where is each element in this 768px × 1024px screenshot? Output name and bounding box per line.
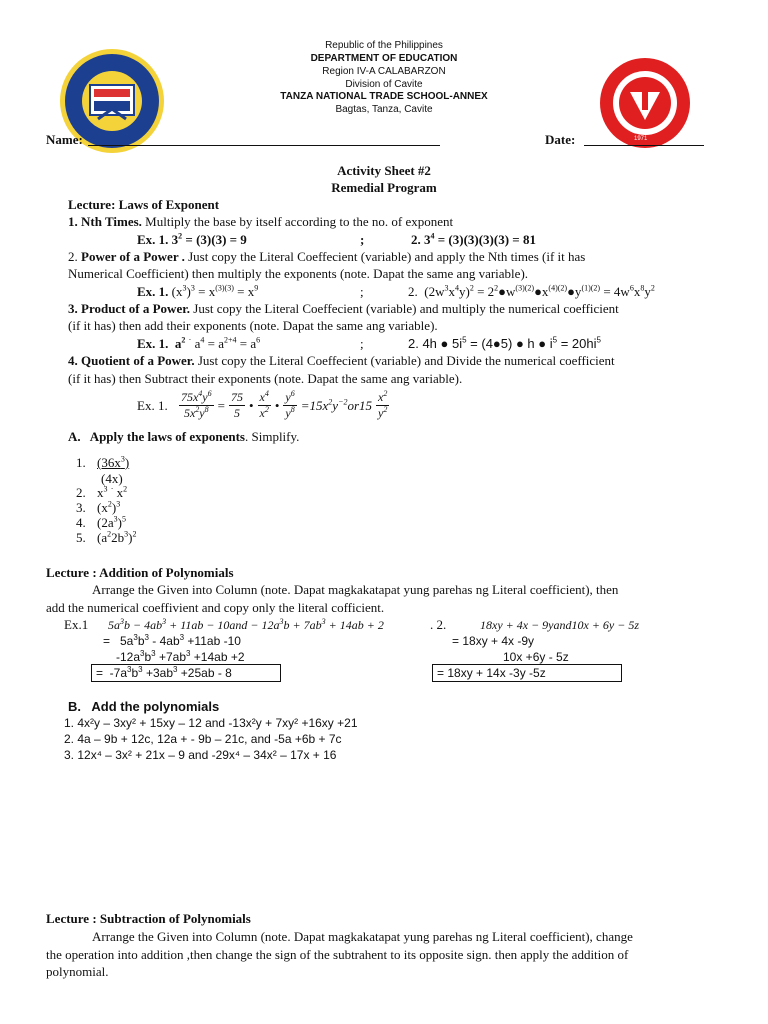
activity-title: Activity Sheet #2 (337, 163, 431, 178)
header-division: Division of Cavite (345, 79, 423, 90)
addition-col1-result: = $-7a^3b^3 +3ab^3 +25ab - 8$ (91, 664, 281, 682)
sectionA-item-1-expr: $(36x^3)$ (4x) (97, 454, 130, 486)
header-address: Bagtas, Tanza, Cavite (335, 104, 433, 115)
sectionA-item-5-number: 5. (76, 530, 86, 545)
subtraction-text-3: polynomial. (46, 964, 109, 979)
name-label: Name: (46, 132, 83, 147)
sectionA-item-2-number: 2. (76, 485, 86, 500)
law3-example2: 2. 4h ● $5i^5$ = (4●5) ● h ● $i^5 = 20hi^5$ (408, 335, 601, 351)
header-republic: Republic of the Philippines (325, 40, 443, 51)
addition-ex2-label: . 2. (430, 617, 447, 632)
addition-text-1: Arrange the Given into Column (note. Dapat magkakatapat yung parehas ng Literal coefficient), then (92, 582, 619, 597)
sectionA-item-5-expr: $(a^22b^3)^2$ (97, 529, 137, 545)
addition-col2-result: = 18xy + 14x -3y -5z (432, 664, 622, 682)
date-label: Date: (545, 132, 576, 147)
sectionA-item-3-expr: $(x^2)^3$ (97, 499, 121, 515)
school-logo-year: 1971 (634, 136, 648, 142)
law2-example2: 2. $(2w^3x^4y)^2$ = $2^2●w^{(3)(2)}●x^{(4)(2)}●y^{(1)(2)} = 4w^6x^8y^2$ (408, 283, 655, 299)
addition-col1-row1: = $5a^3b^3 - 4ab^3 +11ab$ -10 (103, 633, 241, 648)
sectionB-item-1: 1. 4x²y – 3xy² + 15xy – 12 and -13x²y + 7xy² +16xy +21 (64, 716, 358, 730)
program-title: Remedial Program (331, 180, 437, 195)
law2-line2: Numerical Coefficient) then multiply the exponents (note. Dapat the same ang variable). (68, 266, 529, 281)
subtraction-text-1: Arrange the Given into Column (note. Dapat magkakatapat yung parehas ng Literal coefficient), change (92, 929, 633, 944)
addition-ex1-label: Ex.1 (64, 617, 89, 632)
law2-sep: ; (360, 284, 364, 299)
addition-col2-row1: = 18xy + 4x -9y (452, 634, 535, 648)
sectionB-item-2: 2. 4a – 9b + 12c, 12a + - 9b – 21c, and -5a +6b + 7c (64, 732, 342, 746)
name-field[interactable] (88, 145, 440, 146)
law1-sep: ; (360, 232, 365, 247)
law1-example2: 2. $3^4 = (3)(3)(3)(3) = 81$ (411, 231, 536, 247)
sectionB-item-3: 3. 12x⁴ – 3x² + 21x – 9 and -29x⁴ – 34x² – 17x + 16 (64, 748, 337, 762)
header-school: TANZA NATIONAL TRADE SCHOOL-ANNEX (280, 91, 488, 102)
sectionA-item-4-expr: $(2a^3)^5$ (97, 514, 126, 530)
law2-line: 2. Power of a Power . Just copy the Literal Coeffecient (variable) and apply the Nth times (if it has (68, 249, 586, 264)
law4-example1: Ex. 1. $\frac{75x^4y^6}{5x^2y^8}$ = $\frac{75}{5}$ • $\frac{x^4}{x^2}$ • $\frac{y^6}{y^8}$ $=15x^2y^{-2}or15$ $\frac{x^2}{y^2}$ (137, 389, 388, 420)
addition-text-2: add the numerical coeffivient and copy only the literal cofficient. (46, 600, 385, 615)
law1-example1: Ex. 1. $3^2 = (3)(3) = 9$ (137, 231, 247, 247)
sectionB-heading: B. Add the polynomials (68, 699, 220, 714)
law4-line2: (if it has) then Subtract their exponents (note. Dapat the same ang variable). (68, 371, 463, 386)
subtraction-text-2: the operation into addition ,then change the sign of the subtrahent to its opposite sign. then apply the addition of (46, 947, 629, 962)
addition-lecture-heading: Lecture : Addition of Polynomials (46, 565, 234, 580)
law3-sep: ; (360, 336, 364, 351)
law3-line: 3. Product of a Power. Just copy the Literal Coeffecient (variable) and multiply the numerical coefficient (68, 301, 619, 316)
law2-example1: Ex. 1. $(x^3)^3 = x^{(3)(3)} = x^9$ (137, 283, 259, 299)
date-field[interactable] (584, 145, 704, 146)
sectionA-item-1-number: 1. (76, 455, 86, 470)
sectionA-item-3-number: 3. (76, 500, 86, 515)
header-deped: DEPARTMENT OF EDUCATION (310, 53, 458, 64)
sectionA-item-4-number: 4. (76, 515, 86, 530)
subtraction-lecture-heading: Lecture : Subtraction of Polynomials (46, 911, 251, 926)
laws-lecture-heading: Lecture: Laws of Exponent (68, 197, 220, 212)
sectionA-heading: A. Apply the laws of exponents. Simplify. (68, 429, 300, 444)
addition-col1-row2: $-12a^3b^3 +7ab^3 +14ab +2$ (116, 649, 245, 664)
header-region: Region IV-A CALABARZON (322, 66, 446, 77)
addition-ex2-expr: 18xy + 4x − 9yand10x + 6y − 5z (480, 618, 640, 632)
law1-line: 1. Nth Times. Multiply the base by itself according to the no. of exponent (68, 214, 454, 229)
law4-line: 4. Quotient of a Power. Just copy the Literal Coeffecient (variable) and Divide the numerical coefficient (68, 353, 615, 368)
sectionA-item-2-expr: $x^3$ · $x^2$ (97, 484, 128, 500)
addition-col2-row2: 10x +6y - 5z (503, 650, 569, 664)
addition-ex1-expr: $5a^3b - 4ab^3 + 11ab - 10and - 12a^3b + 7ab^3 + 14ab + 2$ (108, 617, 384, 632)
law3-example1: Ex. 1. $a^2$ · $a^4 = a^{2+4} = a^6$ (137, 335, 261, 351)
law3-line2: (if it has) then add their exponents (note. Dapat the same ang variable). (68, 318, 438, 333)
